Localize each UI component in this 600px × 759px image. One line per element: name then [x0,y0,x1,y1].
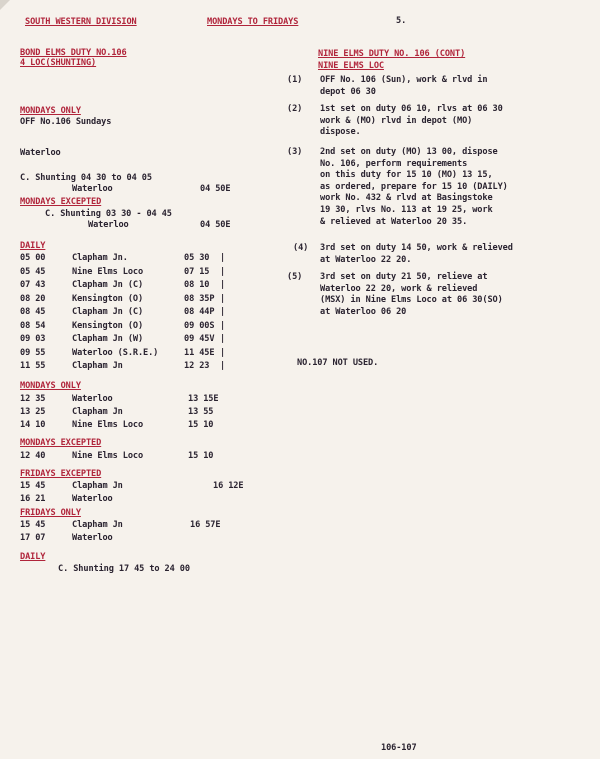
origin-waterloo: Waterloo [20,148,61,158]
division-heading: SOUTH WESTERN DIVISION [25,17,137,27]
note-number: (1) [287,75,303,85]
note-number: (5) [287,272,303,282]
note-line: OFF No. 106 (Sun), work & rlvd in [320,75,488,85]
section-heading-mondays-only: MONDAYS ONLY [20,106,81,116]
location: Clapham Jn [72,520,123,530]
note-line: depot 06 30 [320,86,376,97]
note-line: on this duty for 15 10 (MO) 13 15, [320,170,493,181]
margin-mark: | [220,361,226,371]
location: Clapham Jn [72,481,123,491]
page-corner [0,0,10,10]
section-heading-daily-2: DAILY [20,552,46,562]
margin-mark: | [220,320,226,331]
note-number: (4) [293,243,309,253]
note-line: 19 30, rlvs No. 113 at 19 25, work [320,205,493,215]
arrival-time: 08 10 [184,280,210,290]
arrival-time: 15 10 [188,451,214,461]
note-line: 2nd set on duty (MO) 13 00, dispose [320,147,498,157]
note-line: work No. 432 & rlvd at Basingstoke [320,193,493,204]
arrival-time: 09 45V [184,334,215,344]
location: Clapham Jn [72,407,123,417]
duty-subtitle: 4 LOC(SHUNTING) [20,58,97,68]
note-line: at Waterloo 22 20. [320,254,412,265]
location: Clapham Jn. [72,253,128,263]
departure-time: 15 45 [20,481,46,491]
departure-time: 16 21 [20,494,46,504]
arrival-time: 16 12E [213,481,244,491]
departure-time: 15 45 [20,520,46,530]
departure-time: 13 25 [20,407,46,417]
margin-mark: | [220,266,226,277]
departure-time: 09 55 [20,347,46,358]
location: Clapham Jn [72,361,123,371]
location: Nine Elms Loco [72,266,144,277]
days-heading: MONDAYS TO FRIDAYS [207,17,299,27]
arrival-time: 13 55 [188,407,214,417]
location: Clapham Jn (C) [72,307,144,317]
location: Kensington (O) [72,293,144,304]
arrival-time: 11 45E [184,347,215,358]
margin-mark: | [220,334,226,344]
shunting-dest: Waterloo [72,184,113,194]
arrival-time: 05 30 [184,253,210,263]
note-line: (MSX) in Nine Elms Loco at 06 30(SO) [320,295,503,306]
section-heading-mondays-only-2: MONDAYS ONLY [20,381,81,391]
departure-time: 08 45 [20,307,46,317]
section-heading-fridays-only: FRIDAYS ONLY [20,508,81,518]
departure-time: 07 43 [20,280,46,290]
arrival-time: 16 57E [190,520,221,530]
location: Nine Elms Loco [72,420,144,430]
note-line: 1st set on duty 06 10, rlvs at 06 30 [320,104,503,114]
note-line: at Waterloo 06 20 [320,306,407,317]
location: Waterloo [72,394,113,404]
departure-time: 11 55 [20,361,46,371]
location: Nine Elms Loco [72,451,144,461]
shunting-time: 04 50E [200,184,231,194]
location: Waterloo [72,494,113,504]
note-line: as ordered, prepare for 15 10 (DAILY) [320,181,508,192]
section-heading-daily: DAILY [20,241,46,251]
departure-time: 14 10 [20,420,46,430]
arrival-time: 07 15 [184,266,210,277]
note-line: No. 106, perform requirements [320,158,468,169]
margin-mark: | [220,293,226,304]
location: Clapham Jn (W) [72,334,144,344]
shunting-line: C. Shunting 04 30 to 04 05 [20,173,152,183]
location: Waterloo [72,533,113,543]
departure-time: 08 54 [20,320,46,331]
shunting-line: C. Shunting 03 30 - 04 45 [45,209,172,219]
departure-time: 17 07 [20,533,46,543]
margin-mark: | [220,347,226,358]
departure-time: 05 45 [20,266,46,277]
off-line: OFF No.106 Sundays [20,117,112,127]
shunting-line: C. Shunting 17 45 to 24 00 [58,564,190,574]
note-line: Waterloo 22 20, work & relieved [320,283,478,294]
note-line: 3rd set on duty 21 50, relieve at [320,272,488,282]
location: Clapham Jn (C) [72,280,144,290]
margin-mark: | [220,253,226,263]
not-used-note: NO.107 NOT USED. [297,358,379,368]
page-reference: 106-107 [381,743,417,753]
note-line: 3rd set on duty 14 50, work & relieved [320,243,513,253]
duty-title-cont: NINE ELMS DUTY NO. 106 (CONT) [318,49,466,59]
arrival-time: 08 44P [184,307,215,317]
departure-time: 12 40 [20,451,46,461]
arrival-time: 08 35P [184,293,215,304]
duty-title: BOND ELMS DUTY NO.106 [20,48,127,58]
note-number: (2) [287,104,303,114]
arrival-time: 09 00S [184,320,215,331]
note-line: & relieved at Waterloo 20 35. [320,216,468,227]
departure-time: 12 35 [20,394,46,404]
departure-time: 08 20 [20,293,46,304]
shunting-dest: Waterloo [88,220,129,230]
margin-mark: | [220,280,226,290]
duty-subtitle-cont: NINE ELMS LOC [318,61,384,71]
shunting-time: 04 50E [200,220,231,230]
section-heading-mondays-excepted-2: MONDAYS EXCEPTED [20,438,102,448]
section-heading-mondays-excepted: MONDAYS EXCEPTED [20,197,102,207]
section-heading-fridays-excepted: FRIDAYS EXCEPTED [20,469,102,479]
page-number: 5. [396,16,407,26]
arrival-time: 15 10 [188,420,214,430]
note-number: (3) [287,147,303,157]
arrival-time: 12 23 [184,361,210,371]
margin-mark: | [220,307,226,317]
note-line: dispose. [320,127,361,138]
departure-time: 05 00 [20,253,46,263]
location: Kensington (O) [72,320,144,331]
departure-time: 09 03 [20,334,46,344]
note-line: work & (MO) rlvd in depot (MO) [320,115,473,126]
location: Waterloo (S.R.E.) [72,347,159,358]
arrival-time: 13 15E [188,394,219,404]
